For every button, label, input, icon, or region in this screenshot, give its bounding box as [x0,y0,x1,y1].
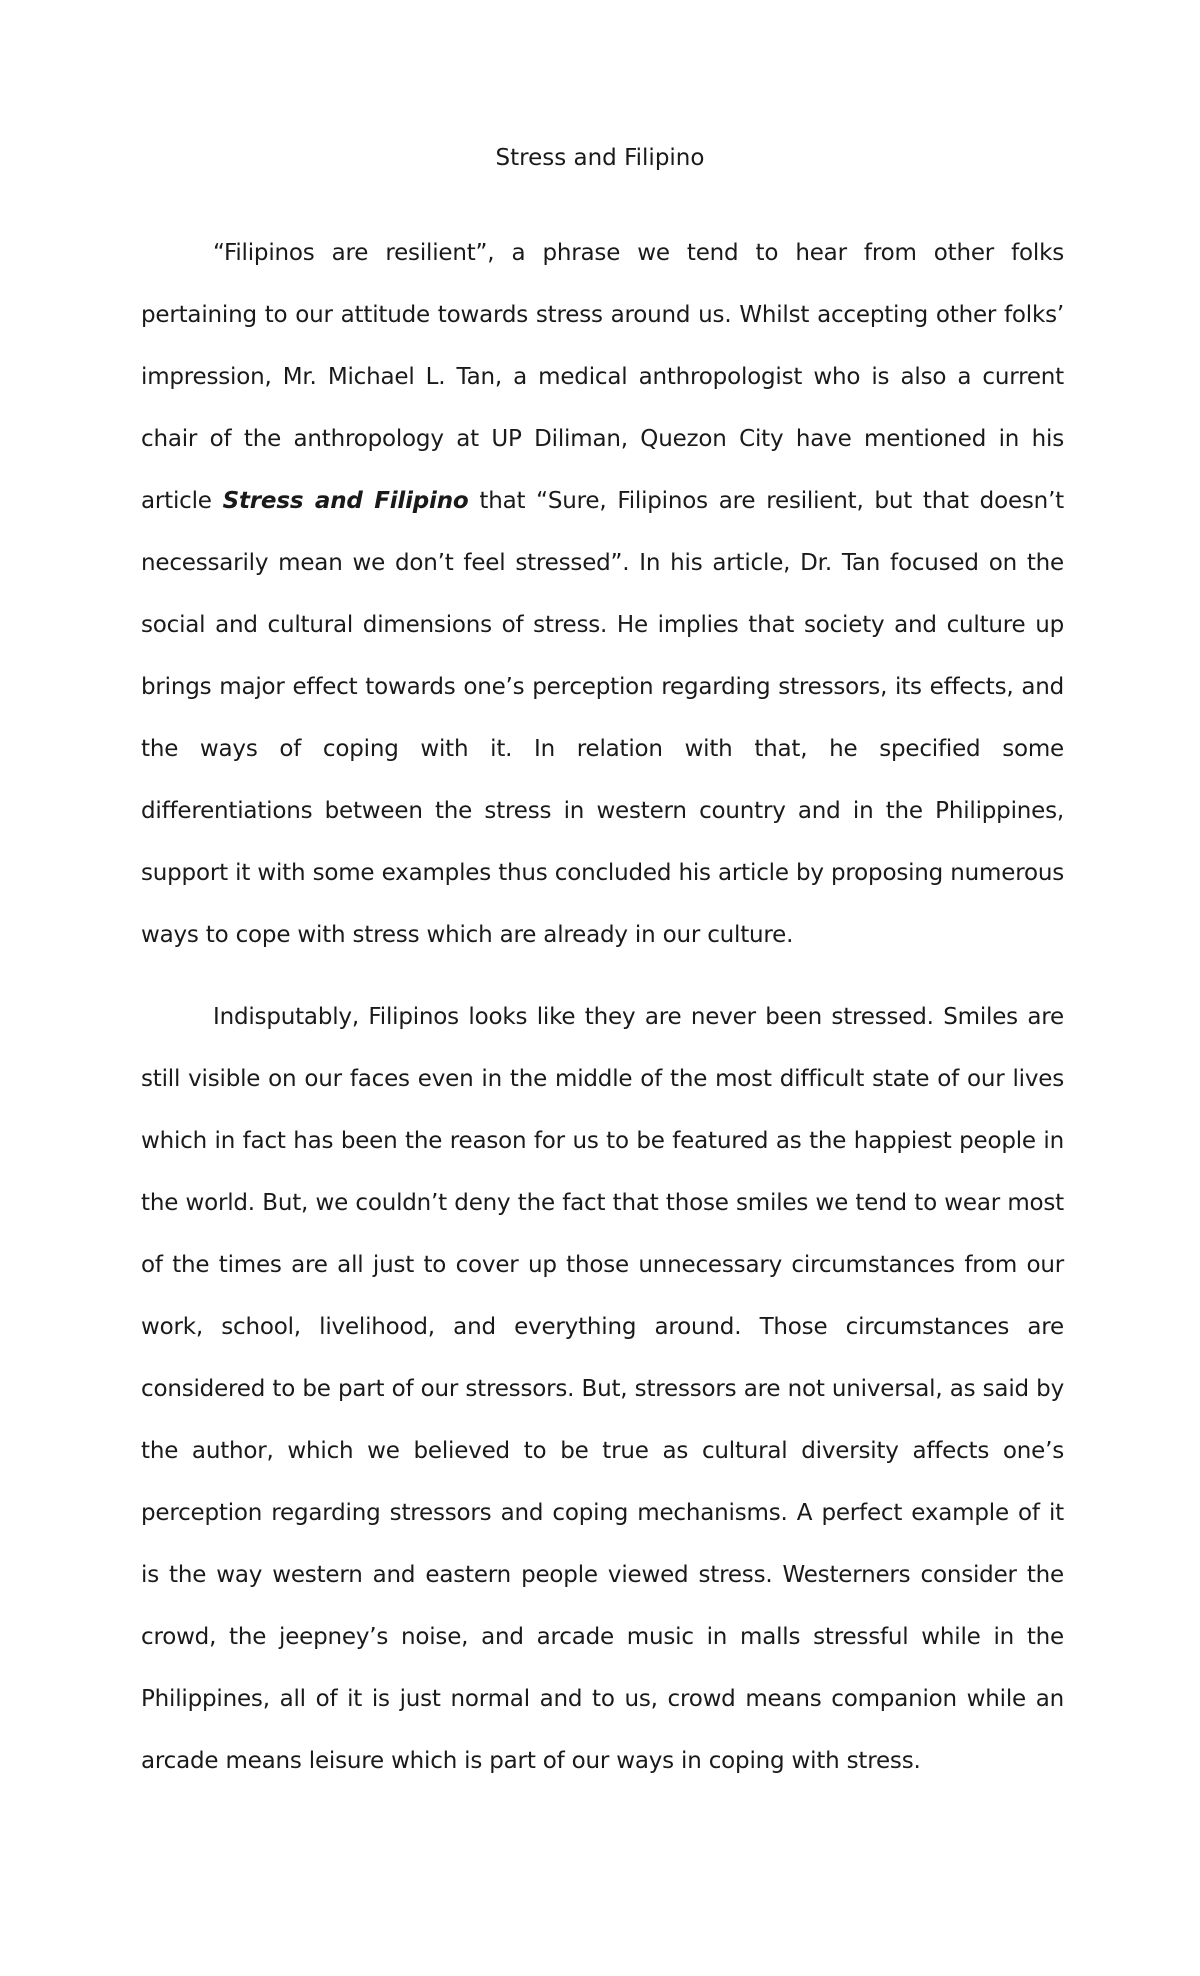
paragraph-2: Indisputably, Filipinos looks like they are never been stressed. Smiles are still visible on our faces even in the middle of the most difficult state of our lives which in fact has been the reason for us to be featured as the happiest people in the world. But, we couldn’t deny the fact that those smiles we tend to wear most of the times are all just to cover up those unnecessary circumstances from our work, school, livelihood, and everything around. Those circumstances are considered to be part of our stressors. But, stressors are not universal, as said by the author, which we believed to be true as cultural diversity affects one’s perception regarding stressors and coping mechanisms. A perfect example of it is the way western and eastern people viewed stress. Westerners consider the crowd, the jeepney’s noise, and arcade music in malls stressful while in the Philippines, all of it is just normal and to us, crowd means companion while an arcade means leisure which is part of our ways in coping with stress. [141,1004,1064,1774]
document-title: Stress and Filipino [495,145,705,171]
paragraph-1-text-start: “Filipinos are resilient”, a phrase we tend to hear from other folks pertaining to our attitude towards stress around us. Whilst accepting other folks’ impression, Mr. Michael L. Tan, a medical anthropologist who is also a current chair of the anthropology at UP Diliman, Quezon City have mentioned in his article [141,240,1064,514]
article-title-reference: Stress and Filipino [222,488,469,514]
document-body [141,222,1064,1792]
paragraph-1-text-end: that “Sure, Filipinos are resilient, but that doesn’t necessarily mean we don’t feel stressed”. In his article, Dr. Tan focused on the social and cultural dimensions of stress. He implies that society and culture up brings major effect towards one’s perception regarding stressors, its effects, and the ways of coping with it. In relation with that, he specified some differentiations between the stress in western country and in the Philippines, support it with some examples thus concluded his article by proposing numerous ways to cope with stress which are already in our culture. [141,488,1064,948]
paragraph-1 [141,222,1064,966]
